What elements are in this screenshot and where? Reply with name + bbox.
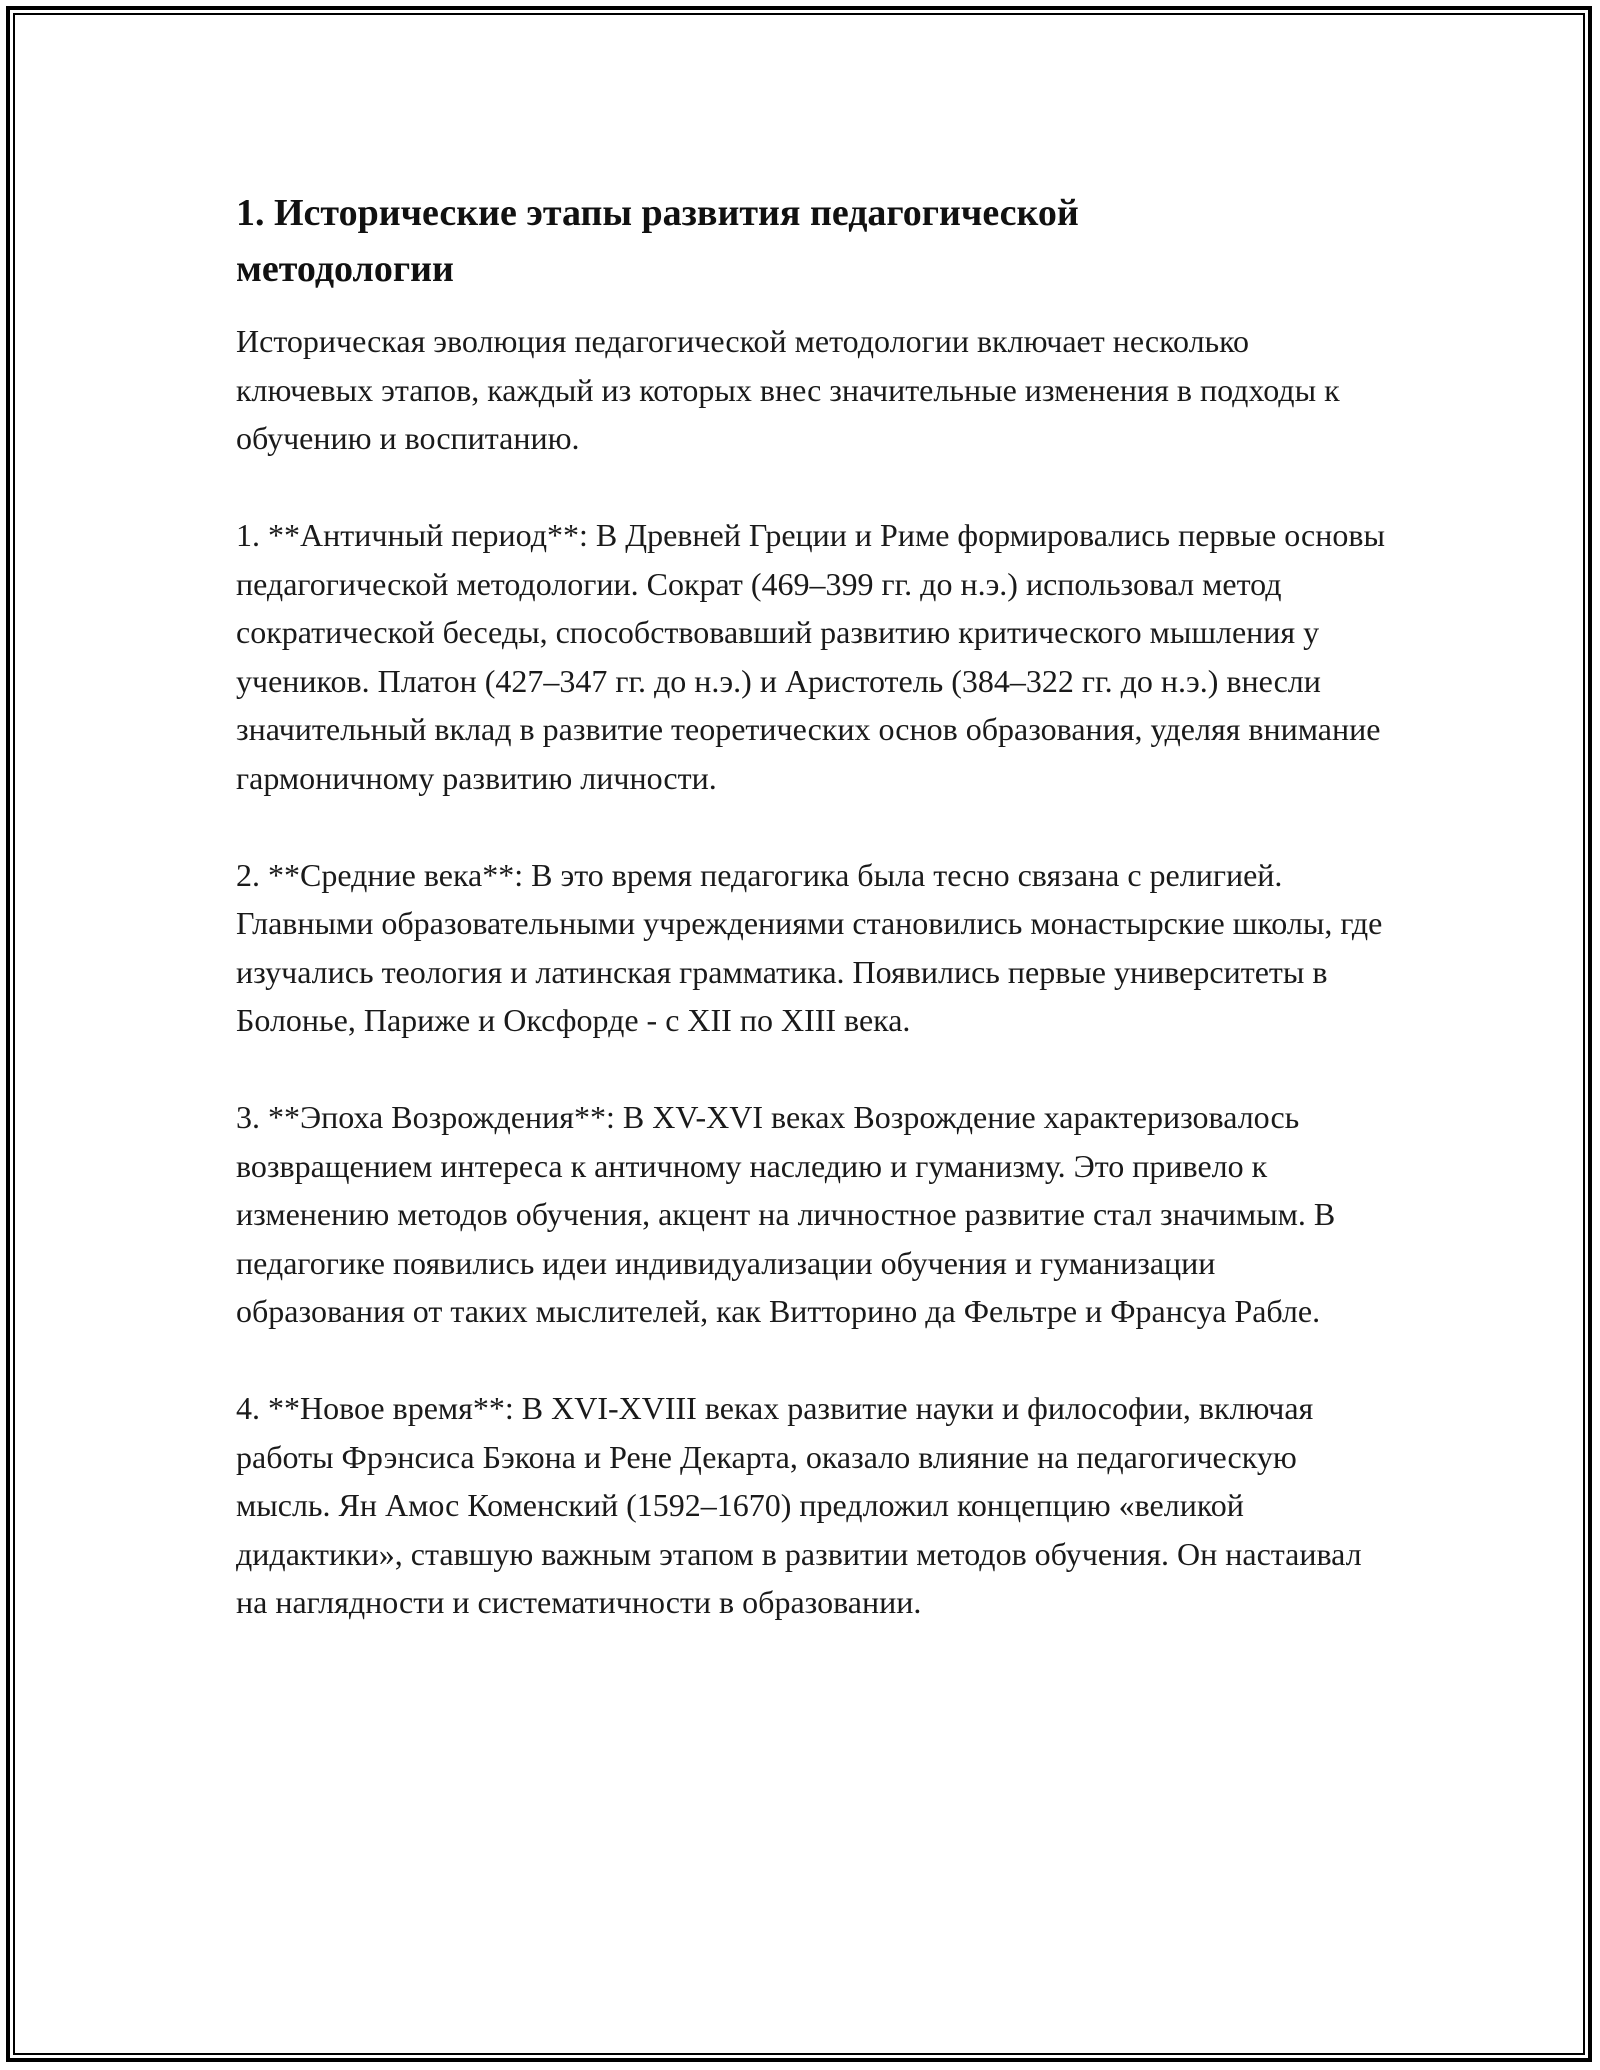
section-antiquity: 1. **Античный период**: В Древней Греции и Риме формировались первые основы педагогической методологии. Сократ (469–399 гг. до н.э.) использовал метод сократической беседы, способствовавший развитию критического мышления у учеников. Платон (427–347 гг. до н.э.) и Аристотель (384–322 гг. до н.э.) внесли значительный вклад в развитие теоретических основ образования, уделяя внимание гармоничному развитию личности. [236, 517, 1393, 796]
document-body [236, 185, 1393, 1675]
section-middle-ages: 2. **Средние века**: В это время педагогика была тесно связана с религией. Главными образовательными учреждениями становились монастырские школы, где изучались теология и латинская грамматика. Появились первые университеты в Болонье, Париже и Оксфорде - с XII по XIII века. [236, 856, 1391, 1038]
section-renaissance: 3. **Эпоха Возрождения**: В XV-XVI веках Возрождение характеризовалось возвращением интереса к античному наследию и гуманизму. Это привело к изменению методов обучения, акцент на личностное развитие стал значимым. В педагогике появились идеи индивидуализации обучения и гуманизации образования от таких мыслителей, как Витторино да Фельтре и Франсуа Рабле. [236, 1099, 1344, 1329]
document-title: 1. Исторические этапы развития педагогической методологии [236, 192, 1079, 290]
intro-paragraph: Историческая эволюция педагогической методологии включает несколько ключевых этапов, каждый из которых внес значительные изменения в подходы к обучению и воспитанию. [236, 323, 1348, 456]
section-modern-era: 4. **Новое время**: В XVI-XVIII веках развитие науки и философии, включая работы Фрэнсиса Бэкона и Рене Декарта, оказало влияние на педагогическую мысль. Ян Амос Коменский (1592–1670) предложил концепцию «великой дидактики», ставшую важным этапом в развитии методов обучения. Он настаивал на наглядности и систематичности в образовании. [236, 1390, 1370, 1620]
